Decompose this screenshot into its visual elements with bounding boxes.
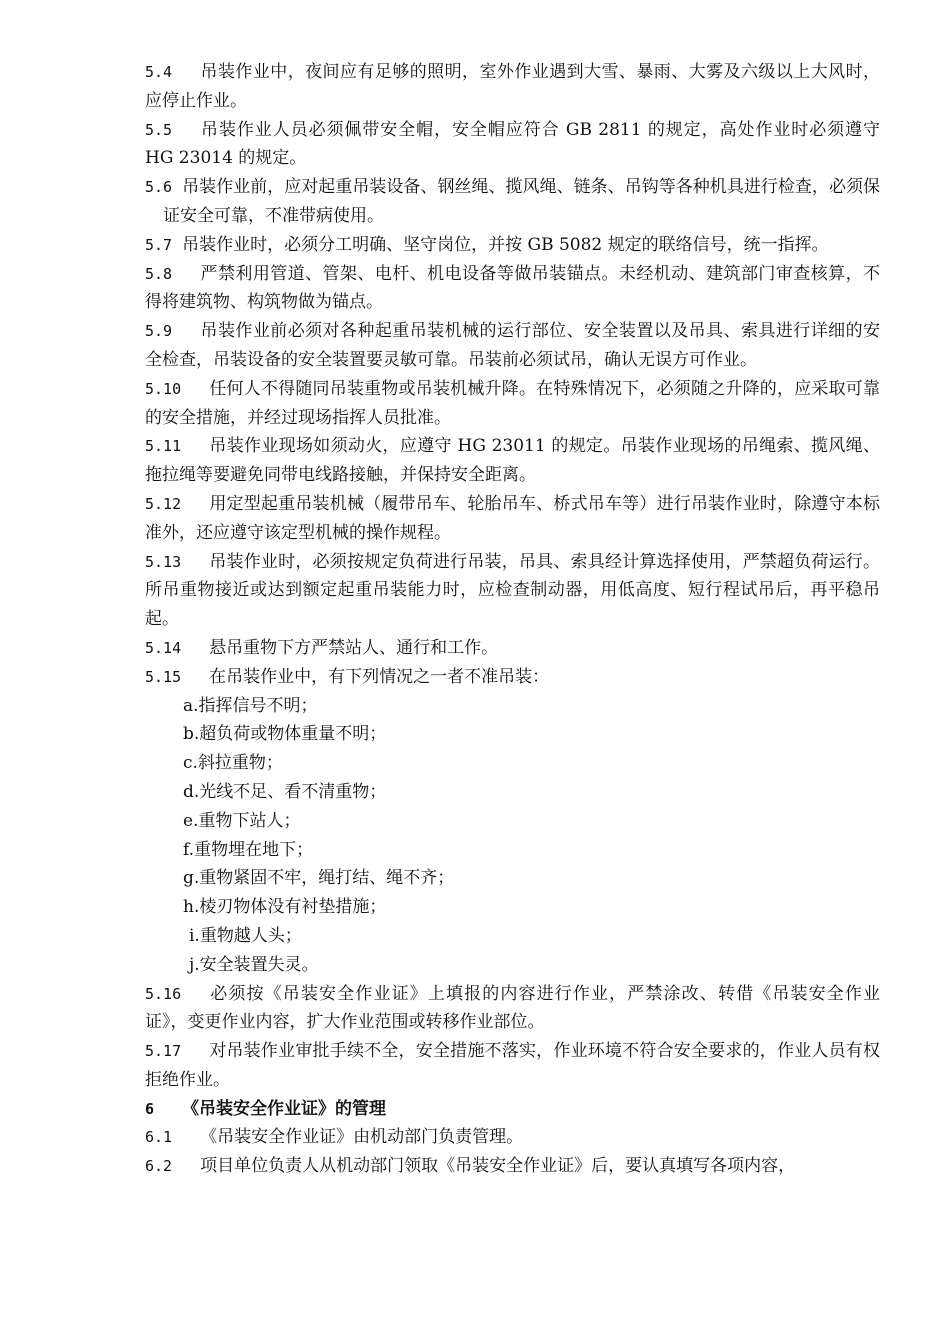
clause-number: 5.10 [145, 379, 182, 398]
clause-5-16 [145, 980, 880, 1038]
clause-5-11 [145, 432, 880, 490]
list-item: j.安全装置失灵。 [189, 954, 319, 975]
clause-number: 5.9 [145, 322, 173, 341]
clause-number: 5.17 [145, 1042, 182, 1061]
section-number: 6 [145, 1099, 155, 1118]
clause-5-13 [145, 548, 880, 634]
clause-5-14 [145, 634, 880, 663]
section-heading [145, 1095, 880, 1124]
clause-5-6 [145, 173, 880, 231]
clause-text: 严禁利用管道、管架、电杆、机电设备等做吊装锚点。未经机动、建筑部门审查核算，不得将建筑物、构筑物做为锚点。 [145, 263, 880, 313]
list-item: e.重物下站人； [183, 810, 301, 831]
clause-number: 5.5 [145, 120, 173, 139]
clause-text: 必须按《吊装安全作业证》上填报的内容进行作业，严禁涂改、转借《吊装安全作业证》，变更作业内容，扩大作业范围或转移作业部位。 [145, 983, 880, 1033]
clause-5-17 [145, 1037, 880, 1095]
clause-5-4 [145, 58, 880, 116]
clause-number: 5.6 [145, 178, 173, 197]
section-title: 《吊装安全作业证》的管理 [182, 1098, 387, 1119]
list-item: f.重物埋在地下； [183, 839, 314, 860]
document-body [145, 58, 880, 1181]
list-item: d.光线不足、看不清重物； [183, 781, 387, 802]
clause-number: 5.14 [145, 638, 182, 657]
clause-number: 5.13 [145, 552, 182, 571]
clause-text: 吊装作业前必须对各种起重吊装机械的运行部位、安全装置以及吊具、索具进行详细的安全检查，吊装设备的安全装置要灵敏可靠。吊装前必须试吊，确认无误方可作业。 [145, 321, 880, 370]
clause-number: 5.15 [145, 667, 182, 686]
clause-number: 5.8 [145, 264, 173, 283]
list-item: i.重物越人头； [189, 925, 302, 946]
clause-number: 5.11 [145, 437, 182, 456]
list-item: h.棱刃物体没有衬垫措施； [183, 897, 387, 918]
clause-text: 用定型起重吊装机械（履带吊车、轮胎吊车、桥式吊车等）进行吊装作业时，除遵守本标准外，还应遵守该定型机械的操作规程。 [145, 493, 880, 543]
clause-number: 6.2 [145, 1157, 173, 1176]
list-item: c.斜拉重物； [183, 753, 283, 774]
clause-5-10 [145, 375, 880, 433]
clause-text: 任何人不得随同吊装重物或吊装机械升降。在特殊情况下，必须随之升降的，应采取可靠的安全措施，并经过现场指挥人员批准。 [145, 378, 880, 428]
clause-number: 5.16 [145, 984, 182, 1003]
clause-5-5 [145, 116, 880, 174]
clause-6-1 [145, 1123, 880, 1152]
clause-text: 项目单位负责人从机动部门领取《吊装安全作业证》后，要认真填写各项内容， [200, 1156, 796, 1177]
clause-text: 《吊装安全作业证》由机动部门负责管理。 [200, 1127, 524, 1148]
clause-number: 5.12 [145, 494, 182, 513]
clause-text: 吊装作业人员必须佩带安全帽，安全帽应符合 GB 2811 的规定，高处作业时必须遵守 HG 23014 的规定。 [145, 119, 880, 169]
list-item: g.重物紧固不牢，绳打结、绳不齐； [183, 868, 455, 889]
clause-text: 吊装作业中，夜间应有足够的照明，室外作业遇到大雪、暴雨、大雾及六级以上大风时，应停止作业。 [145, 62, 880, 111]
clause-text: 在吊装作业中，有下列情况之一者不准吊装： [209, 666, 550, 687]
list-item: a.指挥信号不明； [183, 695, 318, 716]
clause-5-12 [145, 490, 880, 548]
clause-text: 吊装作业时，必须按规定负荷进行吊装，吊具、索具经计算选择使用，严禁超负荷运行。所吊重物接近或达到额定起重吊装能力时，应检查制动器，用低高度、短行程试吊后，再平稳吊起。 [145, 551, 880, 630]
list-item: b.超负荷或物体重量不明； [183, 724, 387, 745]
clause-number: 5.7 [145, 235, 173, 254]
clause-5-7 [145, 231, 880, 260]
clause-5-8 [145, 260, 880, 318]
clause-text: 对吊装作业审批手续不全，安全措施不落实，作业环境不符合安全要求的，作业人员有权拒绝作业。 [145, 1041, 880, 1090]
clause-text: 吊装作业现场如须动火，应遵守 HG 23011 的规定。吊装作业现场的吊绳索、揽风绳、拖拉绳等要避免同带电线路接触，并保持安全距离。 [145, 436, 880, 486]
clause-5-9 [145, 317, 880, 375]
clause-text: 吊装作业时，必须分工明确、坚守岗位，并按 GB 5082 规定的联络信号，统一指挥。 [182, 234, 829, 255]
clause-text: 吊装作业前，应对起重吊装设备、钢丝绳、揽风绳、链条、吊钩等各种机具进行检查，必须保证安全可靠，不准带病使用。 [163, 177, 880, 226]
clause-number: 5.4 [145, 63, 173, 81]
clause-5-15 [145, 663, 880, 692]
clause-text: 悬吊重物下方严禁站人、通行和工作。 [209, 637, 499, 658]
clause-number: 6.1 [145, 1128, 173, 1147]
clause-6-2 [145, 1152, 880, 1181]
